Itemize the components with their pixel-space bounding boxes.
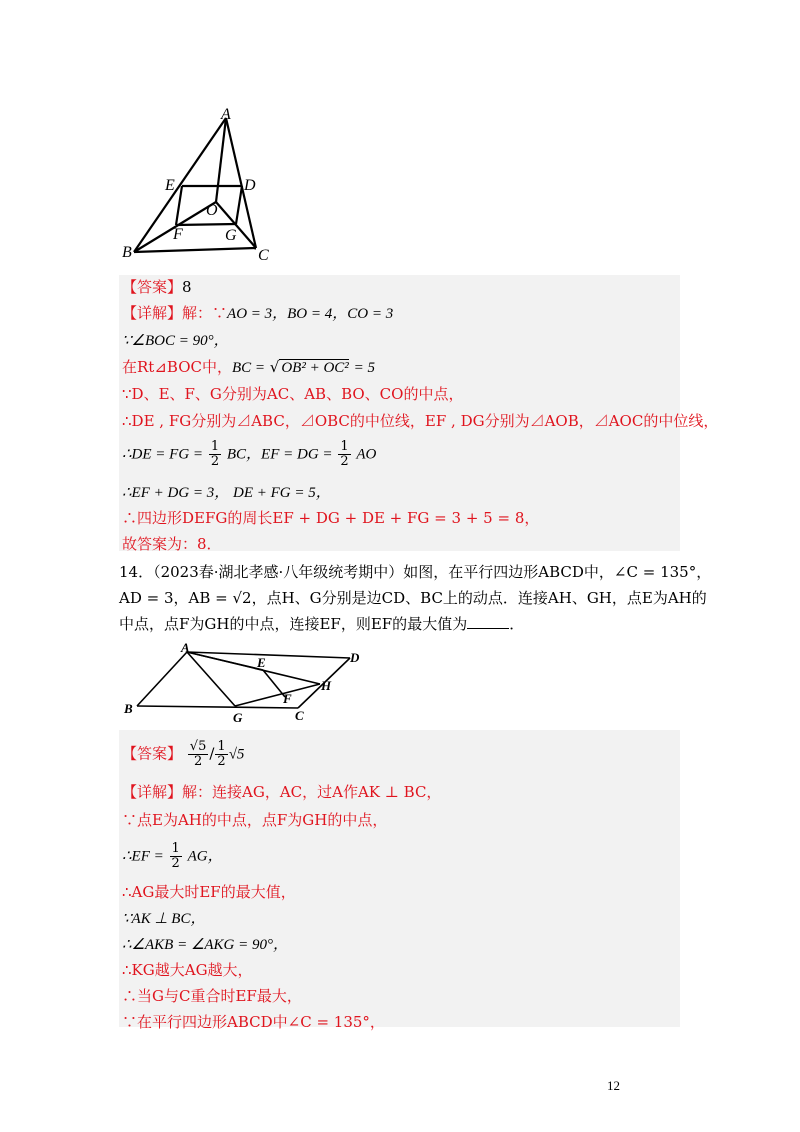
label-A: A [181,640,190,655]
figure-triangle-abc [110,100,280,265]
solution-line-6 [122,440,376,469]
denominator: 2 [210,454,220,469]
detail-text: 解：∵ [182,304,228,322]
solution2-line-8 [122,986,302,1006]
denominator: 2 [340,454,349,469]
label-E: E [257,655,266,670]
denominator: 2 [193,754,203,769]
figure-parallelogram-abcd [115,640,375,725]
answer-blank [467,614,509,629]
answer-value: 8 [182,278,192,296]
question-text-1: 14．（2023春·湖北孝感·八年级统考期中）如图，在平行四边形ABCD中，∠C = 135°， [119,563,712,581]
fraction-sqrt5-over-2 [188,740,209,769]
solution-line-2 [122,330,229,351]
ao-term: AO [356,446,377,463]
fraction-half [215,740,227,769]
numerator: 1 [171,841,180,856]
question-14-line-2 [119,588,707,608]
numerator: 1 [340,439,349,454]
question-14-line-3 [119,614,524,634]
solution-line-8 [122,508,539,528]
detail-text: 解：连接AG，AC，过A作AK ⊥ BC， [182,783,442,801]
label-D: D [244,177,256,194]
numerator: 1 [210,439,220,454]
label-B: B [122,244,132,261]
bc-result: = 5 [353,360,375,376]
sum-values: ∴EF + DG = 3， DE + FG = 5， [122,485,331,501]
solution2-line-6 [122,934,288,955]
solution-line-5 [122,411,718,431]
angle-boc: ∵∠BOC = 90°， [122,333,229,349]
solution2-line-9 [122,1012,385,1032]
question-14-line-1 [119,562,711,582]
sqrt5: √5 [228,746,245,763]
answer-line-1 [122,277,192,297]
solution-box-2 [119,730,680,1027]
fraction-half [209,440,221,469]
denominator: 2 [171,856,180,871]
solution-line-7 [122,482,331,503]
max-text: ∴AG最大时EF的最大值， [122,883,296,901]
answer-label: 【答案】 [122,744,183,763]
label-F: F [173,226,183,243]
parallelogram-text: ∵在平行四边形ABCD中∠C = 135°， [122,1013,385,1031]
detail-label: 【详解】 [122,304,183,322]
question-text-3: 中点，点F为GH的中点，连接EF，则EF的最大值为 [119,615,468,633]
question-text-2: AD = 3，AB = √2，点H、G分别是边CD、BC上的动点．连接AH、GH，点E为AH的 [119,589,707,607]
label-E: E [165,177,175,194]
label-D: D [350,650,360,665]
label-H: H [321,678,332,693]
given-values: AO = 3，BO = 4，CO = 3 [227,306,394,322]
solution2-line-7 [122,960,253,980]
answer-line-2 [122,740,244,769]
label-O: O [206,202,218,219]
detail-label: 【详解】 [122,783,183,801]
label-G: G [225,227,237,244]
final-answer-text: 故答案为：8． [122,535,222,553]
label-F: F [283,691,292,706]
radicand: OB² + OC² [281,360,349,376]
label-C: C [258,247,269,264]
ef-eq: ∴EF = [122,848,164,865]
label-C: C [295,708,304,723]
label-B: B [124,701,133,716]
midline-text: ∴DE , FG分别为⊿ABC，⊿OBC的中位线，EF , DG分别为⊿AOB，⊿AOC的中位线， [122,412,719,430]
ag-term: AG， [187,848,223,865]
midpoint-text: ∵点E为AH的中点，点F为GH的中点， [122,811,388,829]
answer-label: 【答案】 [122,278,183,296]
kg-text: ∴KG越大AG越大， [122,961,253,979]
de-fg-eq: ∴DE = FG = [122,446,204,463]
separator: / [209,744,215,763]
solution2-line-5 [122,908,205,929]
solution2-line-2 [122,810,387,830]
angle-text: ∴∠AKB = ∠AKG = 90°， [122,937,289,953]
midpoint-text: ∵D、E、F、G分别为AC、AB、BO、CO的中点， [122,385,464,403]
coincide-text: ∴当G与C重合时EF最大， [122,987,302,1005]
solution-line-3: 在Rt⊿BOC中，BC = √ OB² + OC² = 5 [122,358,375,376]
solution2-line-1 [122,782,441,802]
label-A: A [221,106,231,123]
perpendicular-text: ∵AK ⊥ BC， [122,911,206,927]
solution2-line-3 [122,842,223,871]
label-G: G [233,710,243,725]
numerator: 1 [217,739,226,754]
solution-line-1 [122,303,393,324]
solution2-line-4 [122,882,296,902]
denominator: 2 [217,754,226,769]
page-number: 12 [607,1078,620,1093]
bc-eq: BC = [231,360,266,376]
question-end: ． [509,615,525,633]
numerator: √5 [189,739,207,754]
solution-line-4 [122,384,463,404]
solution-line-9 [122,534,222,554]
fraction-half [170,842,182,871]
ef-dg-eq: BC，EF = DG = [226,446,333,463]
fraction-half-2 [338,440,350,469]
perimeter-text: ∴四边形DEFG的周长EF + DG + DE + FG = 3 + 5 = 8， [122,509,540,527]
rt-triangle-text: 在Rt⊿BOC中， [122,358,232,376]
